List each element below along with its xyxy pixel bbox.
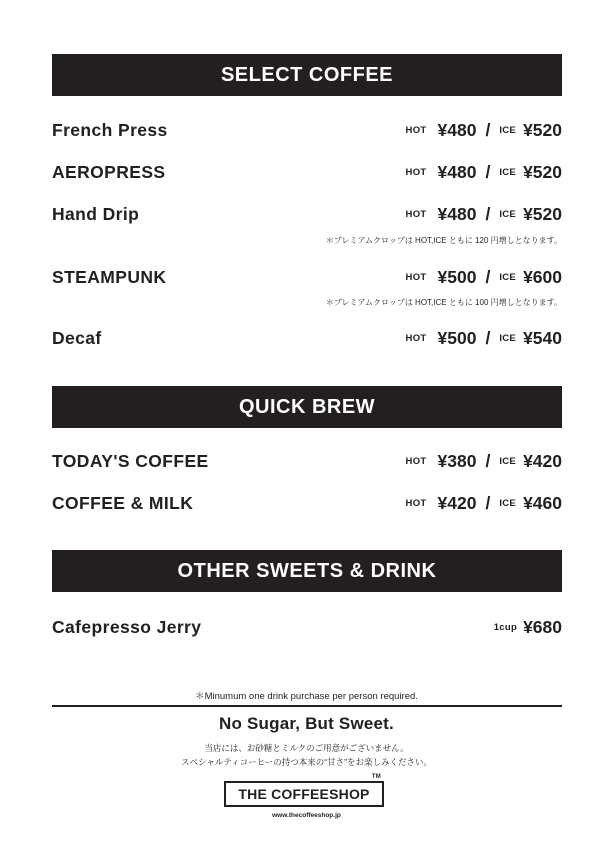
hot-label: HOT [405,455,427,467]
ice-price: ¥520 [523,203,562,224]
item-price [406,493,562,514]
hot-price: ¥380 [437,450,477,471]
trademark-mark: TM [371,774,381,780]
hot-price: ¥420 [437,492,477,513]
item-price [406,267,562,288]
hot-price: ¥480 [437,119,477,140]
hot-label: HOT [405,497,427,509]
item-name: TODAY'S COFFEE [52,450,209,471]
price: ¥680 [523,616,562,637]
ice-label: ICE [499,208,517,220]
item-name: STEAMPUNK [52,266,167,287]
ice-label: ICE [499,124,517,136]
ice-price: ¥460 [523,492,562,513]
minimum-purchase-note: ＊Minumum one drink purchase per person required. [195,691,418,702]
hot-label: HOT [405,166,427,178]
section-title: SELECT COFFEE [220,63,394,86]
menu-item-french-press [52,117,562,143]
item-price [406,204,562,225]
item-name: AEROPRESS [52,161,166,182]
item-price [406,451,562,472]
item-name: Decaf [52,327,102,348]
section-header-quick-brew [52,386,562,428]
item-price [406,120,562,141]
item-name: French Press [52,119,168,140]
item-price [406,162,562,183]
ice-price: ¥520 [523,119,562,140]
menu-item-decaf [52,325,562,351]
item-name: COFFEE & MILK [52,492,194,513]
ice-label: ICE [499,271,517,283]
ice-label: ICE [499,166,517,178]
hot-price: ¥500 [437,266,477,287]
ice-price: ¥520 [523,161,562,182]
website-url: www.thecoffeeshop.jp [272,812,341,819]
price-separator: / [485,450,491,471]
hot-label: HOT [405,208,427,220]
price-separator: / [485,327,491,348]
slogan: No Sugar, But Sweet. [219,714,394,733]
coffeeshop-logo [224,774,384,807]
ice-price: ¥420 [523,450,562,471]
item-name: Hand Drip [52,203,140,224]
price-separator: / [485,266,491,287]
price-separator: / [485,161,491,182]
ice-price: ¥600 [523,266,562,287]
item-name: Cafepresso Jerry [52,616,202,637]
hot-label: HOT [405,124,427,136]
hot-price: ¥500 [437,327,477,348]
section-header-other-sweets-drink [52,550,562,592]
section-title: OTHER SWEETS & DRINK [177,559,437,582]
hot-label: HOT [405,332,427,344]
menu-item-hand-drip [52,201,562,227]
menu-item-aeropress [52,159,562,185]
ice-price: ¥540 [523,327,562,348]
hot-label: HOT [405,271,427,283]
footer-divider [52,705,562,707]
no-sugar-milk-note: 当店には、お砂糖とミルクのご用意がございません。 [204,743,409,753]
menu-item-cafepresso-jerry [52,614,562,640]
sweetness-note: スペシャルティコーヒーの持つ本来の“甘さ”をお楽しみください。 [181,757,432,767]
menu-item-coffee-and-milk [52,490,562,516]
ice-label: ICE [499,455,517,467]
ice-label: ICE [499,332,517,344]
hot-price: ¥480 [437,161,477,182]
premium-crop-note: ＊プレミアムクロップは HOT,ICE ともに 120 円増しとなります。 [325,236,562,245]
unit-label: 1cup [493,621,518,633]
item-price [494,617,562,638]
menu-item-todays-coffee [52,448,562,474]
section-title: QUICK BREW [238,395,376,418]
price-separator: / [485,492,491,513]
logo-text: THE COFFEESHOP [238,786,370,802]
price-separator: / [485,203,491,224]
price-separator: / [485,119,491,140]
premium-crop-note: ＊プレミアムクロップは HOT,ICE ともに 100 円増しとなります。 [325,298,562,307]
hot-price: ¥480 [437,203,477,224]
ice-label: ICE [499,497,517,509]
item-price [406,328,562,349]
menu-item-steampunk [52,264,562,290]
section-header-select-coffee [52,54,562,96]
